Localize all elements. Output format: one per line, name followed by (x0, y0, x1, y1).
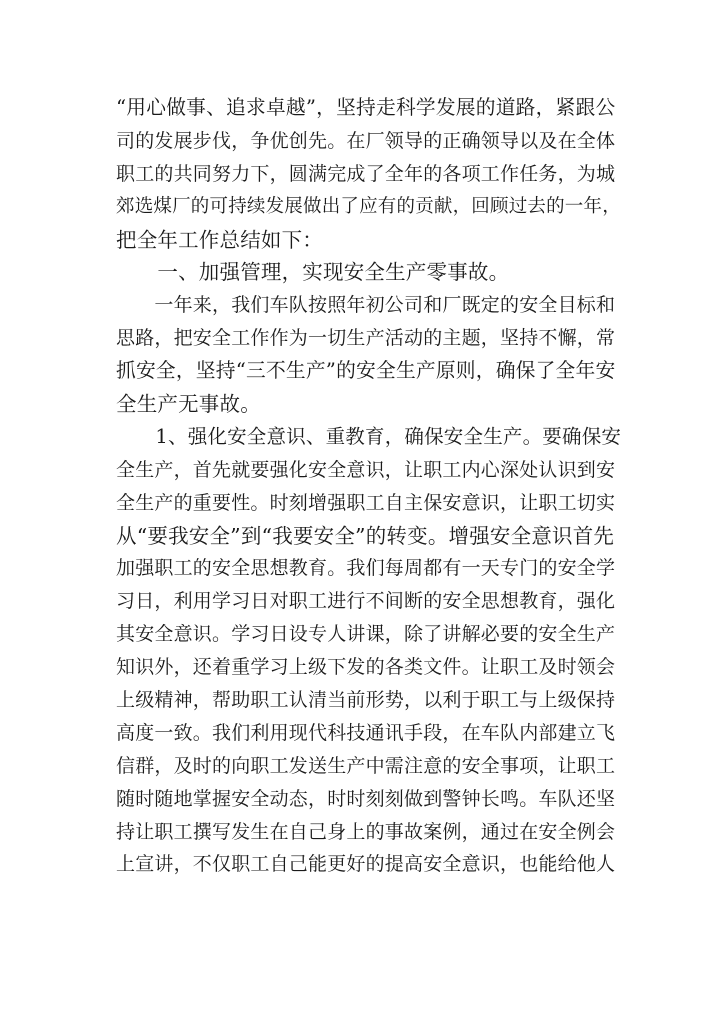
text-line: 司的发展步伐，争优创先。在厂领导的正确领导以及在全体 (116, 129, 616, 152)
text-line: “用心做事、追求卓越”，坚持走科学发展的道路，紧跟公 (116, 96, 616, 119)
text-line: 职工的共同努力下，圆满完成了全年的各项工作任务，为城 (116, 162, 616, 185)
text-line: 全生产无事故。 (116, 392, 261, 417)
text-line: 其安全意识。学习日设专人讲课，除了讲解必要的安全生产 (116, 623, 616, 646)
text-line: 知识外，还着重学习上级下发的各类文件。让职工及时领会 (116, 656, 616, 679)
text-line: 1、强化安全意识、重教育，确保安全生产。要确保安 (116, 424, 622, 448)
text-line: 随时随地掌握安全动态，时时刻刻做到警钟长鸣。车队还坚 (116, 787, 616, 810)
text-line: 习日，利用学习日对职工进行不间断的安全思想教育，强化 (116, 590, 616, 613)
text-line: 上级精神，帮助职工认清当前形势，以利于职工与上级保持 (116, 689, 616, 712)
text-line: 持让职工撰写发生在自己身上的事故案例，通过在安全例会 (116, 820, 616, 843)
text-line: 从“要我安全”到“我要安全”的转变。增强安全意识首先 (116, 523, 615, 548)
body-text (116, 92, 622, 881)
text-line: 信群，及时的向职工发送生产中需注意的安全事项，让职工 (116, 754, 616, 777)
text-line: 把全年工作总结如下： (116, 227, 323, 252)
text-line: 抓安全，坚持“三不生产”的安全生产原则，确保了全年安 (116, 359, 616, 383)
text-line: 郊选煤厂的可持续发展做出了应有的贡献，回顾过去的一年， (116, 195, 621, 217)
text-line: 加强职工的安全思想教育。我们每周都有一天专门的安全学 (116, 557, 616, 580)
text-line: 高度一致。我们利用现代科技通讯手段，在车队内部建立飞 (116, 721, 616, 744)
text-line: 思路，把安全工作作为一切生产活动的主题，坚持不懈，常 (116, 327, 616, 350)
section-heading: 一、加强管理，实现安全生产零事故。 (116, 260, 510, 285)
text-line: 全生产的重要性。时刻增强职工自主保安意识，让职工切实 (116, 491, 616, 514)
text-line: 一年来，我们车队按照年初公司和厂既定的安全目标和 (116, 294, 616, 317)
text-line: 上宣讲，不仅职工自己能更好的提高安全意识，也能给他人 (116, 853, 616, 876)
text-line: 全生产，首先就要强化安全意识，让职工内心深处认识到安 (116, 458, 616, 481)
